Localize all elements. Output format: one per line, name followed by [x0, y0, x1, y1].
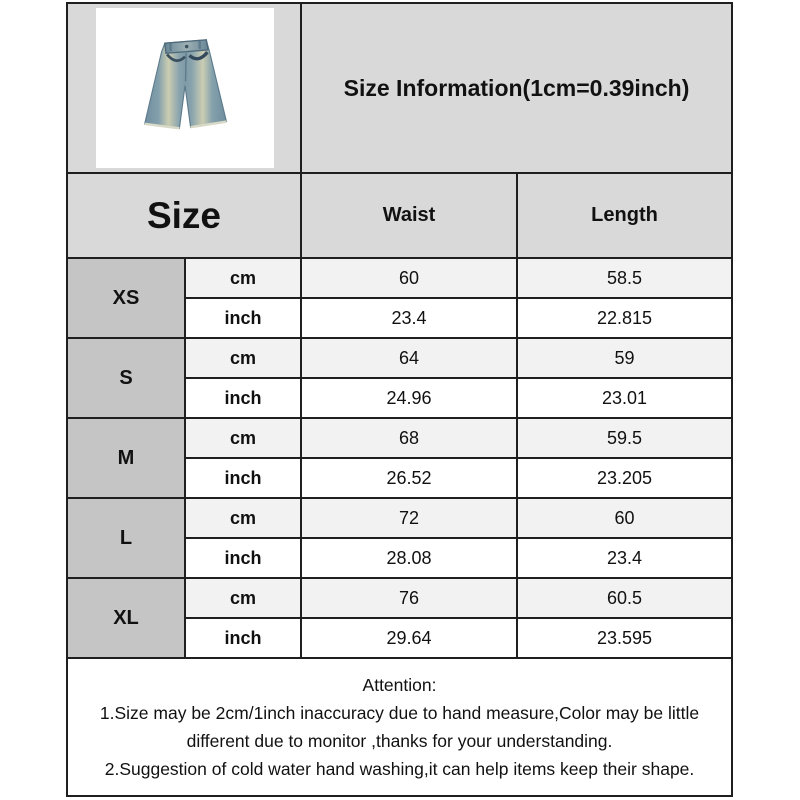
xl-waist-cm: 76: [301, 578, 517, 618]
m-length-cm: 59.5: [517, 418, 732, 458]
size-table: [66, 2, 733, 797]
unit-cm: cm: [185, 418, 301, 458]
xl-waist-inch: 29.64: [301, 618, 517, 658]
m-waist-cm: 68: [301, 418, 517, 458]
unit-inch: inch: [185, 538, 301, 578]
xs-waist-cm: 60: [301, 258, 517, 298]
xl-length-inch: 23.595: [517, 618, 732, 658]
l-length-cm: 60: [517, 498, 732, 538]
xl-length-cm: 60.5: [517, 578, 732, 618]
denim-shorts-image: [129, 25, 241, 151]
xs-length-cm: 58.5: [517, 258, 732, 298]
xs-length-inch: 22.815: [517, 298, 732, 338]
size-chart: [66, 2, 731, 797]
table-row: [67, 498, 732, 538]
unit-cm: cm: [185, 338, 301, 378]
length-header: Length: [517, 173, 732, 258]
chart-title: Size Information(1cm=0.39inch): [301, 3, 732, 173]
attention-heading: Attention:: [362, 675, 437, 695]
table-row: [67, 418, 732, 458]
l-length-inch: 23.4: [517, 538, 732, 578]
l-waist-cm: 72: [301, 498, 517, 538]
attention-row: [67, 658, 732, 796]
product-photo: [96, 8, 274, 168]
size-header: Size: [67, 173, 301, 258]
m-length-inch: 23.205: [517, 458, 732, 498]
size-label-xs: XS: [67, 258, 185, 338]
table-row: [67, 578, 732, 618]
xs-waist-inch: 23.4: [301, 298, 517, 338]
attention-note: [67, 658, 732, 796]
header-row: [67, 173, 732, 258]
size-label-s: S: [67, 338, 185, 418]
size-label-xl: XL: [67, 578, 185, 658]
attention-note-1: 1.Size may be 2cm/1inch inaccuracy due to hand measure,Color may be little different due to monitor ,thanks for your understanding.: [99, 703, 700, 751]
table-row: [67, 258, 732, 298]
l-waist-inch: 28.08: [301, 538, 517, 578]
s-waist-inch: 24.96: [301, 378, 517, 418]
s-waist-cm: 64: [301, 338, 517, 378]
banner-row: [67, 3, 732, 173]
size-label-m: M: [67, 418, 185, 498]
unit-cm: cm: [185, 258, 301, 298]
unit-inch: inch: [185, 378, 301, 418]
unit-inch: inch: [185, 458, 301, 498]
product-image-cell: [67, 3, 301, 173]
size-label-l: L: [67, 498, 185, 578]
unit-cm: cm: [185, 578, 301, 618]
attention-note-2: 2.Suggestion of cold water hand washing,it can help items keep their shape.: [104, 759, 695, 779]
unit-inch: inch: [185, 298, 301, 338]
waist-header: Waist: [301, 173, 517, 258]
unit-cm: cm: [185, 498, 301, 538]
m-waist-inch: 26.52: [301, 458, 517, 498]
table-row: [67, 338, 732, 378]
s-length-cm: 59: [517, 338, 732, 378]
s-length-inch: 23.01: [517, 378, 732, 418]
unit-inch: inch: [185, 618, 301, 658]
